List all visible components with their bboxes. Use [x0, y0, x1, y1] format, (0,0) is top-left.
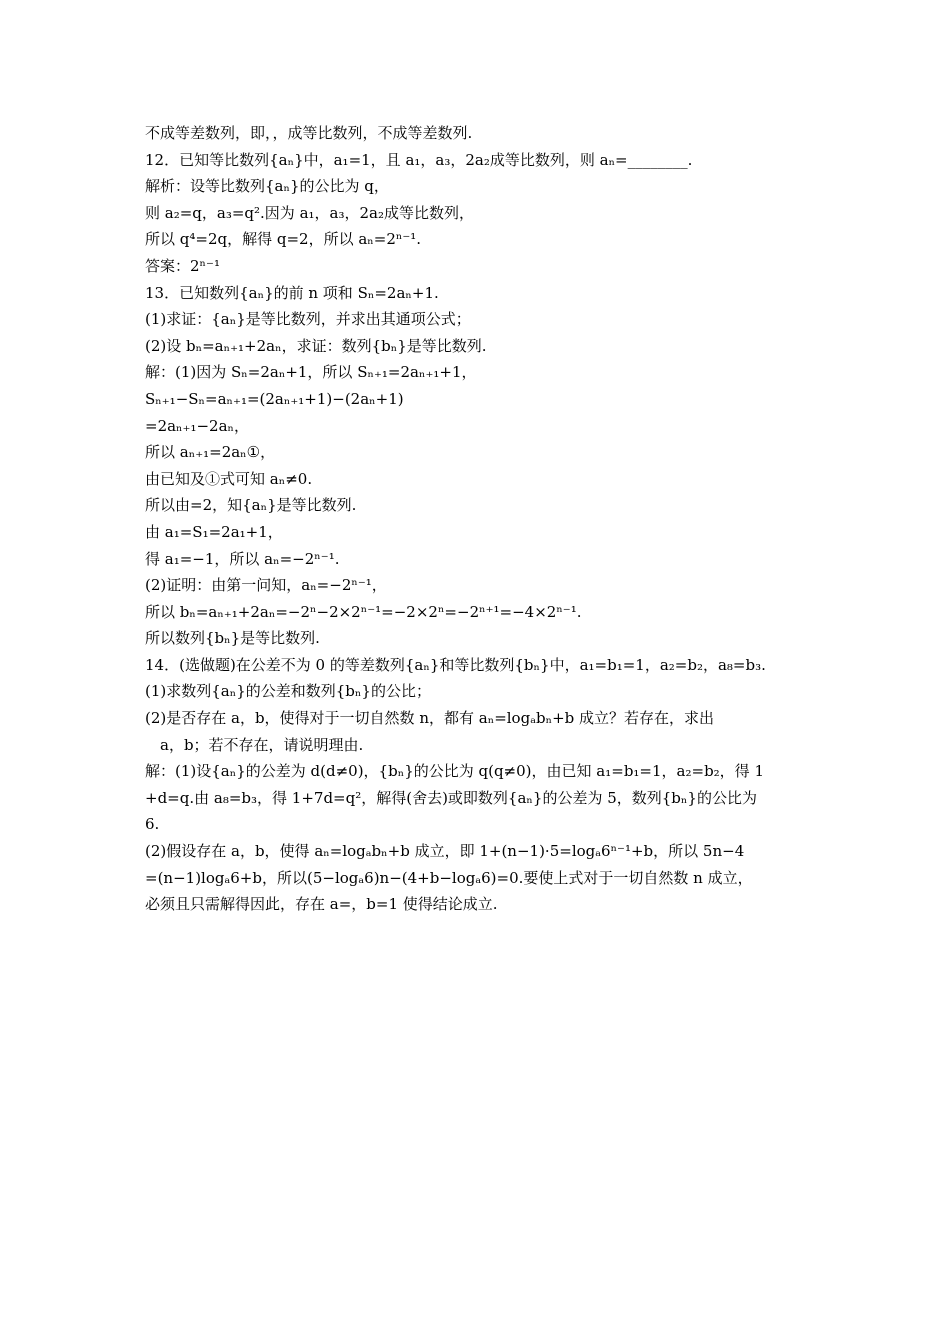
text-line: 所以 q⁴=2q，解得 q=2，所以 aₙ=2ⁿ⁻¹.	[145, 230, 422, 249]
text-line: 必须且只需解得因此，存在 a=，b=1 使得结论成立.	[145, 895, 498, 914]
text-line: Sₙ₊₁−Sₙ=aₙ₊₁=(2aₙ₊₁+1)−(2aₙ+1)	[145, 389, 404, 408]
text-line: 得 a₁=−1，所以 aₙ=−2ⁿ⁻¹.	[145, 549, 340, 568]
problem-14-question: 14．(选做题)在公差不为 0 的等差数列{aₙ}和等比数列{bₙ}中，a₁=b₁=1，a₂=b₂，a₈=b₃.	[145, 655, 766, 674]
answer-line: 答案：2ⁿ⁻¹	[145, 256, 220, 275]
text-line: 所以数列{bₙ}是等比数列.	[145, 629, 320, 648]
text-line: 所以 aₙ₊₁=2aₙ①，	[145, 443, 276, 462]
text-line: (2)设 bₙ=aₙ₊₁+2aₙ，求证：数列{bₙ}是等比数列.	[145, 336, 487, 355]
text-line: 由已知及①式可知 aₙ≠0.	[145, 469, 313, 488]
text-line: 解：(1)因为 Sₙ=2aₙ+1，所以 Sₙ₊₁=2aₙ₊₁+1，	[145, 363, 477, 382]
problem-13-question: 13．已知数列{aₙ}的前 n 项和 Sₙ=2aₙ+1.	[145, 283, 439, 302]
text-line: a，b；若不存在，请说明理由.	[160, 735, 364, 754]
text-line: 由 a₁=S₁=2a₁+1，	[145, 522, 283, 541]
text-line: +d=q.由 a₈=b₃，得 1+7d=q²，解得(舍去)或即数列{aₙ}的公差为 5，数列{bₙ}的公比为	[145, 788, 757, 807]
text-line: 不成等差数列，即，，成等比数列，不成等差数列.	[145, 124, 473, 142]
text-line: =2aₙ₊₁−2aₙ，	[145, 416, 250, 435]
text-line: (1)求数列{aₙ}的公差和数列{bₙ}的公比；	[145, 682, 431, 701]
text-line: (2)假设存在 a，b，使得 aₙ=logₐbₙ+b 成立，即 1+(n−1)·5=logₐ6ⁿ⁻¹+b，所以 5n−4	[145, 842, 745, 861]
text-line: 6.	[145, 815, 160, 834]
text-line: (2)是否存在 a，b，使得对于一切自然数 n，都有 aₙ=logₐbₙ+b 成立？若存在，求出	[145, 709, 715, 728]
problem-12-question: 12．已知等比数列{aₙ}中，a₁=1，且 a₁，a₃，2a₂成等比数列，则 aₙ=________.	[145, 150, 693, 169]
text-line: 解：(1)设{aₙ}的公差为 d(d≠0)，{bₙ}的公比为 q(q≠0)，由已知 a₁=b₁=1，a₂=b₂，得 1	[145, 762, 764, 781]
text-line: 所以由=2，知{aₙ}是等比数列.	[145, 496, 357, 515]
text-line: (1)求证：{aₙ}是等比数列，并求出其通项公式；	[145, 310, 471, 329]
text-line: 解析：设等比数列{aₙ}的公比为 q，	[145, 177, 389, 196]
text-line: (2)证明：由第一问知，aₙ=−2ⁿ⁻¹，	[145, 576, 387, 595]
text-line: 所以 bₙ=aₙ₊₁+2aₙ=−2ⁿ−2×2ⁿ⁻¹=−2×2ⁿ=−2ⁿ⁺¹=−4×2ⁿ⁻¹.	[145, 602, 582, 621]
text-line: 则 a₂=q，a₃=q².因为 a₁，a₃，2a₂成等比数列，	[145, 203, 474, 222]
text-line: =(n−1)logₐ6+b，所以(5−logₐ6)n−(4+b−logₐ6)=0.要使上式对于一切自然数 n 成立，	[145, 868, 753, 887]
document-body	[145, 120, 825, 918]
